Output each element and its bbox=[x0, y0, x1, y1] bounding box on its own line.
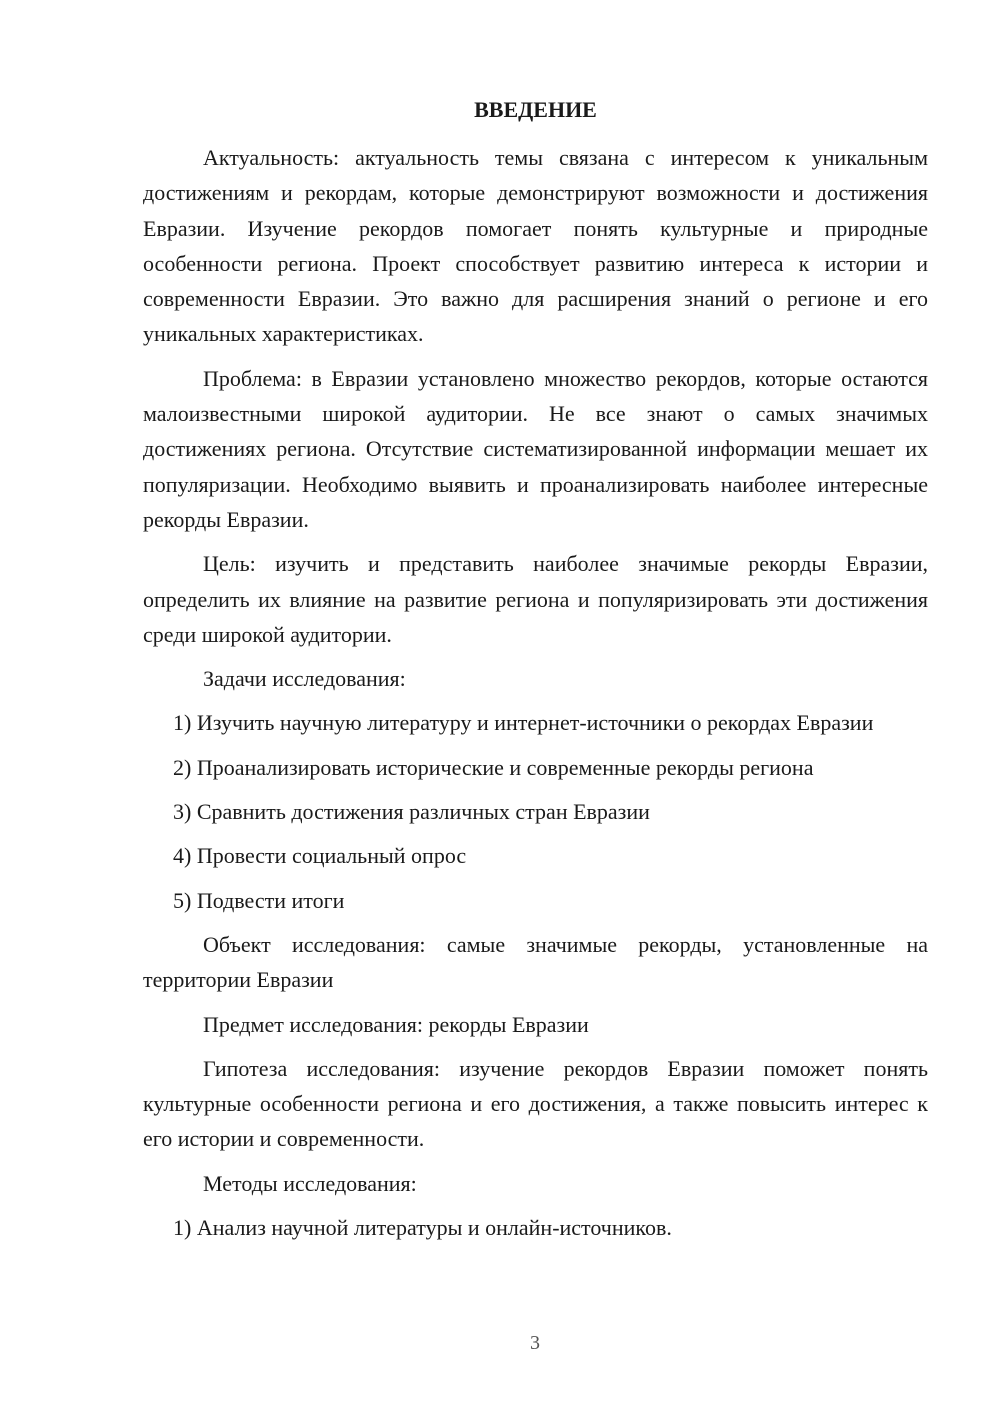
object-paragraph: Объект исследования: самые значимые рекорды, установленные на территории Евразии bbox=[143, 931, 928, 993]
subject-paragraph: Предмет исследования: рекорды Евразии bbox=[203, 1011, 589, 1037]
task-item: 5) Подвести итоги bbox=[173, 887, 345, 913]
task-item: 3) Сравнить достижения различных стран Евразии bbox=[173, 799, 650, 825]
page-number: 3 bbox=[530, 1332, 540, 1354]
goal-paragraph: Цель: изучить и представить наиболее значимые рекорды Евразии, определить их влияние на развитие региона и популяризировать эти достижения среди широкой аудитории. bbox=[143, 551, 928, 647]
tasks-heading: Задачи исследования: bbox=[203, 666, 406, 692]
hypothesis-paragraph: Гипотеза исследования: изучение рекордов Евразии поможет понять культурные особенности региона и его достижения, а также повысить интерес к его истории и современности. bbox=[143, 1055, 928, 1152]
task-item: 4) Провести социальный опрос bbox=[173, 843, 467, 869]
task-item: 1) Изучить научную литературу и интернет-источники о рекордах Евразии bbox=[173, 710, 874, 736]
document-page bbox=[143, 90, 928, 1245]
method-item: 1) Анализ научной литературы и онлайн-источников. bbox=[173, 1215, 672, 1241]
problem-paragraph: Проблема: в Евразии установлено множество рекордов, которые остаются малоизвестными широкой аудитории. Не все знают о самых значимых достижениях региона. Отсутствие систематизированной информации мешает их популяризации. Необходимо выявить и проанализировать наиболее интересные рекорды Евразии. bbox=[143, 365, 928, 532]
methods-heading: Методы исследования: bbox=[203, 1170, 417, 1196]
relevance-paragraph: Актуальность: актуальность темы связана с интересом к уникальным достижениям и рекордам, которые демонстрируют возможности и достижения Евразии. Изучение рекордов помогает понять культурные и природные особенности региона. Проект способствует развитию интереса к истории и современности Евразии. Это важно для расширения знаний о регионе и его уникальных характеристиках. bbox=[143, 145, 928, 347]
section-heading: ВВЕДЕНИЕ bbox=[474, 97, 597, 122]
task-item: 2) Проанализировать исторические и современные рекорды региона bbox=[173, 754, 814, 780]
